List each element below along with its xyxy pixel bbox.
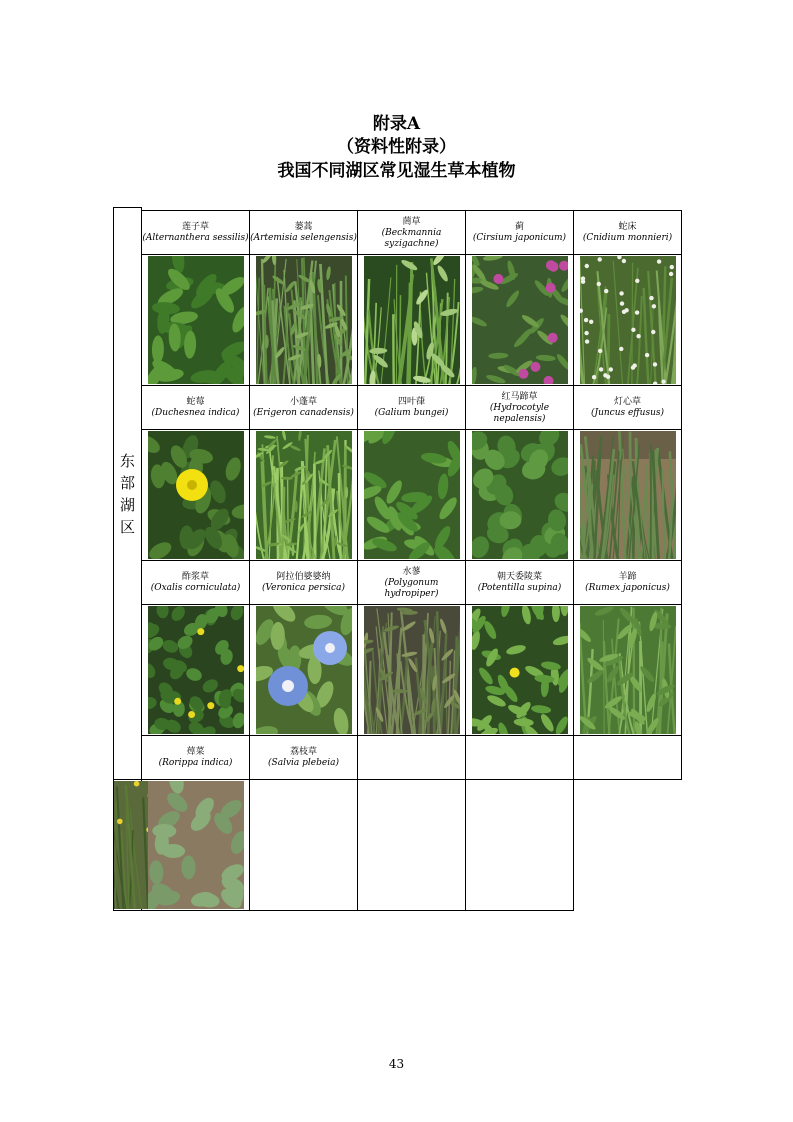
species-chinese-name: 莲子草 (181, 222, 209, 232)
species-label-cell (358, 736, 466, 780)
label-row (114, 211, 682, 255)
species-latin-name: (Juncus effusus) (590, 408, 665, 418)
species-photo (148, 606, 244, 734)
species-photo (472, 431, 568, 559)
species-label-cell (466, 211, 574, 255)
species-latin-name: (Oxalis corniculata) (150, 583, 241, 593)
species-label-cell (250, 386, 358, 430)
species-photo (364, 431, 460, 559)
region-label (114, 208, 142, 780)
species-photo-cell (250, 255, 358, 386)
species-label-cell (358, 561, 466, 605)
appendix-title (0, 113, 793, 183)
species-latin-name: (Potentilla supina) (477, 583, 562, 593)
species-latin-name: (Rorippa indica) (158, 758, 233, 768)
species-photo-cell (574, 430, 682, 561)
plant-table (113, 207, 682, 911)
species-latin-name: (Alternanthera sessilis) (142, 233, 249, 243)
species-label-cell (574, 561, 682, 605)
species-photo-cell (466, 780, 574, 911)
species-chinese-name: 红马蹄草 (501, 391, 538, 402)
species-latin-name: (Duchesnea indica) (151, 408, 240, 418)
species-photo (148, 431, 244, 559)
region-char: 区 (119, 517, 135, 536)
species-label-cell (250, 561, 358, 605)
species-chinese-name: 灯心草 (613, 397, 641, 407)
species-label-cell (574, 211, 682, 255)
species-photo-cell (358, 255, 466, 386)
species-chinese-name: 蛇莓 (186, 397, 205, 407)
species-photo (364, 256, 460, 384)
species-photo (472, 256, 568, 384)
species-latin-name: (Artemisia selengensis) (250, 233, 357, 243)
species-chinese-name: 蔊菜 (186, 747, 205, 757)
page-number: 43 (388, 1057, 405, 1071)
species-latin-name: (Veronica persica) (262, 583, 345, 593)
label-row (114, 386, 682, 430)
species-photo-cell (114, 780, 142, 911)
species-chinese-name: 蓟 (514, 222, 524, 232)
species-latin-name: (Hydrocotyle nepalensis) (489, 402, 550, 424)
species-photo (472, 606, 568, 734)
species-photo-cell (142, 255, 250, 386)
species-photo (256, 431, 352, 559)
species-chinese-name: 阿拉伯婆婆纳 (276, 572, 331, 582)
species-label-cell (466, 561, 574, 605)
appendix-subject: 我国不同湖区常见湿生草本植物 (277, 161, 516, 181)
species-photo (148, 781, 244, 909)
photo-row (114, 430, 682, 561)
species-photo (256, 606, 352, 734)
species-latin-name: (Rumex japonicus) (585, 583, 670, 593)
species-photo (580, 431, 676, 559)
species-chinese-name: 荔枝草 (289, 747, 317, 757)
species-latin-name: (Erigeron canadensis) (253, 408, 354, 418)
species-label-cell (142, 386, 250, 430)
species-photo (364, 606, 460, 734)
species-label-cell (574, 736, 682, 780)
label-row (114, 561, 682, 605)
region-char: 东 (119, 451, 135, 470)
species-photo-cell (142, 780, 250, 911)
species-latin-name: (Galium bungei) (374, 408, 449, 418)
label-row (114, 736, 682, 780)
species-photo-cell (358, 430, 466, 561)
species-chinese-name: 羊蹄 (618, 572, 637, 582)
species-photo-cell (358, 780, 466, 911)
species-label-cell (358, 386, 466, 430)
species-latin-name: (Salvia plebeia) (268, 758, 339, 768)
species-chinese-name: 蛇床 (618, 222, 637, 232)
species-chinese-name: 四叶葎 (397, 397, 425, 407)
species-chinese-name: 水蓼 (402, 566, 421, 577)
appendix-note: （资料性附录） (337, 137, 456, 157)
species-latin-name: (Cirsium japonicum) (472, 233, 567, 243)
species-photo-cell (574, 255, 682, 386)
species-photo-cell (250, 780, 358, 911)
appendix-heading: 附录A (372, 114, 421, 134)
species-photo-cell (466, 430, 574, 561)
species-chinese-name: 酢浆草 (181, 572, 209, 582)
region-char: 湖 (119, 495, 135, 514)
species-label-cell (250, 211, 358, 255)
species-photo-cell (142, 605, 250, 736)
species-photo-cell (250, 605, 358, 736)
species-photo (580, 256, 676, 384)
species-chinese-name: 蒌蒿 (294, 222, 313, 232)
photo-row (114, 255, 682, 386)
species-latin-name: (Cnidium monnieri) (582, 233, 673, 243)
species-photo-cell (574, 605, 682, 736)
species-label-cell (466, 386, 574, 430)
species-photo-cell (466, 605, 574, 736)
species-photo (148, 256, 244, 384)
species-label-cell (358, 211, 466, 255)
photo-row (114, 605, 682, 736)
species-photo (256, 256, 352, 384)
species-photo (580, 606, 676, 734)
species-photo-cell (250, 430, 358, 561)
species-chinese-name: 菵草 (402, 216, 421, 227)
species-photo-cell (358, 605, 466, 736)
species-label-cell (250, 736, 358, 780)
region-char: 部 (119, 473, 135, 492)
species-latin-name: (Beckmannia syzigachne) (381, 227, 442, 249)
species-label-cell (574, 386, 682, 430)
species-label-cell (142, 736, 250, 780)
species-photo-cell (142, 430, 250, 561)
species-chinese-name: 小蓬草 (289, 397, 317, 407)
species-photo-cell (466, 255, 574, 386)
species-label-cell (466, 736, 574, 780)
species-latin-name: (Polygonum hydropiper) (384, 577, 439, 599)
species-label-cell (142, 211, 250, 255)
species-label-cell (142, 561, 250, 605)
species-chinese-name: 朝天委陵菜 (496, 572, 542, 582)
photo-row (114, 780, 682, 911)
